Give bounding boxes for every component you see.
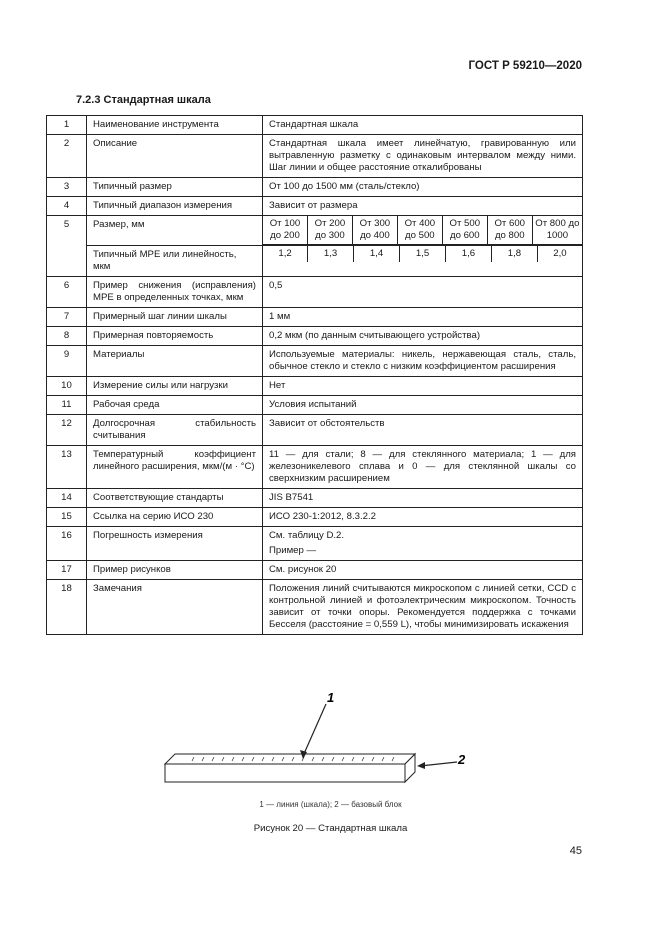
row-value: Нет [263, 377, 583, 396]
row-value: См. рисунок 20 [263, 561, 583, 580]
row-number: 4 [47, 197, 87, 216]
table-row [47, 489, 583, 508]
row-name: Размер, мм [87, 216, 263, 246]
row-value-line: Пример — [269, 545, 317, 556]
row-name: Примерный шаг линии шкалы [87, 308, 263, 327]
bar-top-face [165, 754, 415, 764]
mpe-cell [263, 246, 583, 277]
spec-table [46, 115, 583, 635]
table-row [47, 116, 583, 135]
row-name: Пример снижения (исправления) MPE в определенных точках, мкм [87, 277, 263, 308]
row-value: 0,5 [263, 277, 583, 308]
row-name: Погрешность измерения [87, 527, 263, 561]
row-name: Описание [87, 135, 263, 178]
row-value: Используемые материалы: никель, нержавеющая сталь, сталь, обычное стекло и стекло с низким коэффициентом расширения [263, 346, 583, 377]
row-name: Ссылка на серию ИСО 230 [87, 508, 263, 527]
size-range: От 200 до 300 [307, 216, 352, 245]
mpe-value: 1,8 [491, 246, 537, 262]
row-value: 1 мм [263, 308, 583, 327]
row-value: Зависит от размера [263, 197, 583, 216]
table-row [47, 197, 583, 216]
row-value: Положения линий считываются микроскопом с линией сетки, CCD с контрольной линией и фотоэлектрическим микроскопом. Точность зависит от точки опоры. Рекомендуется поддержка с точками Бесселя (расстояние = 0,559 L), чтобы минимизировать искажения [263, 580, 583, 635]
callout-label-2: 2 [458, 752, 466, 767]
row-name: Материалы [87, 346, 263, 377]
row-name: Примерная повторяемость [87, 327, 263, 346]
mpe-label: Типичный MPE или линейность, мкм [87, 246, 263, 277]
leader-line-2 [420, 762, 457, 766]
bar-front-face [165, 764, 405, 782]
table-row [47, 396, 583, 415]
row-value: Стандартная шкала [263, 116, 583, 135]
row-name: Температурный коэффициент линейного расширения, мкм/(м · °С) [87, 446, 263, 489]
row-value: Стандартная шкала имеет линейчатую, гравированную или вытравленную разметку с одинаковым интервалом между ними. Шаг линии и общее расстояние откалиброваны [263, 135, 583, 178]
table-row [47, 446, 583, 489]
scale-figure [150, 688, 480, 798]
mpe-value: 1,5 [400, 246, 446, 262]
row-value: Условия испытаний [263, 396, 583, 415]
size-range: От 300 до 400 [352, 216, 397, 245]
table-row [47, 346, 583, 377]
size-range: От 500 до 600 [442, 216, 487, 245]
table-row-mpe [47, 246, 583, 277]
row-value-line: См. таблицу D.2. [269, 530, 345, 541]
row-value: Зависит от обстоятельств [263, 415, 583, 446]
row-number: 9 [47, 346, 87, 377]
row-number: 17 [47, 561, 87, 580]
row-number: 14 [47, 489, 87, 508]
row-number: 10 [47, 377, 87, 396]
arrowhead-2 [417, 762, 425, 769]
document-header: ГОСТ Р 59210—2020 [468, 60, 582, 72]
table-row [47, 415, 583, 446]
row-name: Типичный размер [87, 178, 263, 197]
mpe-value: 1,2 [263, 246, 308, 262]
row-number: 15 [47, 508, 87, 527]
mpe-value: 1,6 [445, 246, 491, 262]
row-number: 16 [47, 527, 87, 561]
mpe-value: 2,0 [537, 246, 582, 262]
row-value: JIS B7541 [263, 489, 583, 508]
size-range: От 600 до 800 [487, 216, 532, 245]
row-number: 8 [47, 327, 87, 346]
row-name: Замечания [87, 580, 263, 635]
table-row [47, 508, 583, 527]
row-number: 2 [47, 135, 87, 178]
table-row-sizes [47, 216, 583, 246]
row-number: 13 [47, 446, 87, 489]
row-number: 6 [47, 277, 87, 308]
table-row [47, 277, 583, 308]
row-number: 5 [47, 216, 87, 277]
sizes-table [263, 216, 582, 245]
row-number: 1 [47, 116, 87, 135]
table-row [47, 178, 583, 197]
row-number: 7 [47, 308, 87, 327]
row-name: Долгосрочная стабильность считывания [87, 415, 263, 446]
row-value: 0,2 мкм (по данным считывающего устройства) [263, 327, 583, 346]
page-number: 45 [569, 845, 582, 857]
row-number: 12 [47, 415, 87, 446]
size-range: От 100 до 200 [263, 216, 307, 245]
section-title: 7.2.3 Стандартная шкала [76, 94, 211, 106]
row-number: 11 [47, 396, 87, 415]
table-row [47, 580, 583, 635]
table-row [47, 377, 583, 396]
size-range: От 400 до 500 [397, 216, 442, 245]
figure-caption: Рисунок 20 — Стандартная шкала [253, 823, 408, 834]
row-name: Наименование инструмента [87, 116, 263, 135]
row-name: Пример рисунков [87, 561, 263, 580]
table-row [47, 308, 583, 327]
table-row [47, 135, 583, 178]
sizes-cell [263, 216, 583, 246]
row-value [263, 527, 583, 561]
row-number: 18 [47, 580, 87, 635]
size-range: От 800 до 1000 [532, 216, 582, 245]
row-number: 3 [47, 178, 87, 197]
table-row [47, 527, 583, 561]
row-name: Типичный диапазон измерения [87, 197, 263, 216]
row-name: Измерение силы или нагрузки [87, 377, 263, 396]
row-value: 11 — для стали; 8 — для стеклянного материала; 1 — для железоникелевого сплава и 0 — для стеклянной шкалы со сверхнизким расширением [263, 446, 583, 489]
table-row [47, 327, 583, 346]
figure-legend: 1 — линия (шкала); 2 — базовый блок [259, 800, 402, 809]
leader-line-1 [303, 704, 326, 756]
callout-label-1: 1 [327, 690, 335, 705]
mpe-value: 1,3 [308, 246, 354, 262]
row-value: От 100 до 1500 мм (сталь/стекло) [263, 178, 583, 197]
mpe-table [263, 246, 582, 262]
row-name: Рабочая среда [87, 396, 263, 415]
mpe-value: 1,4 [354, 246, 400, 262]
table-row [47, 561, 583, 580]
row-value: ИСО 230-1:2012, 8.3.2.2 [263, 508, 583, 527]
row-name: Соответствующие стандарты [87, 489, 263, 508]
